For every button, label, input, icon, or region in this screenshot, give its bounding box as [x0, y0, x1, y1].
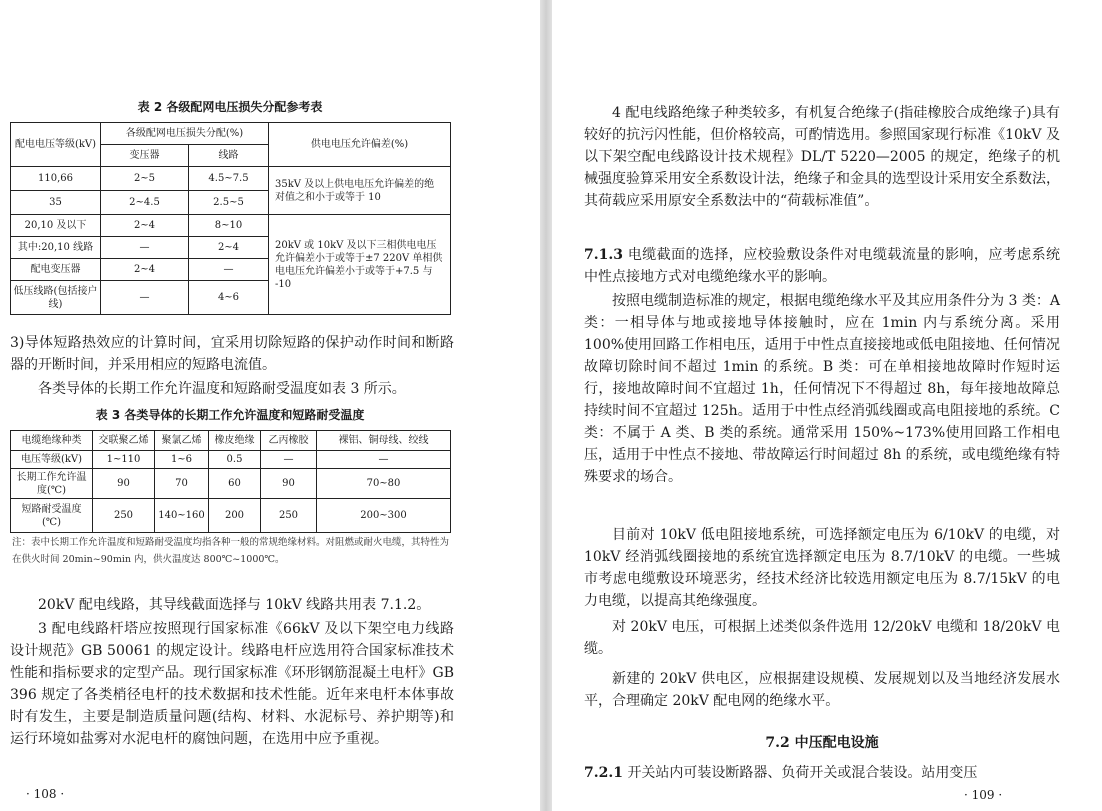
table-cell: 250 — [261, 499, 317, 533]
table-cell: 0.5 — [209, 451, 261, 469]
table-cell: 4.5~7.5 — [189, 167, 269, 191]
table-cell: 200~300 — [317, 499, 451, 533]
section-heading-7-2: 7.2 中压配电设施 — [765, 735, 879, 751]
table-cell: — — [101, 281, 189, 315]
deviation-note: 20kV 或 10kV 及以下三相供电电压允许偏差小于或等于±7 220V 单相供电电压允许偏差小于或等于+7.5 与 -10 — [269, 215, 451, 315]
table-cell: 70 — [155, 469, 209, 499]
table-cell: — — [189, 259, 269, 281]
page-number-right: · 109 · — [964, 788, 1003, 802]
table3-note: 注：表中长期工作允许温度和短路耐受温度均指各种一般的常规绝缘材料。对阻燃或耐火电缆，其特性为在供火时间 20min~90min 内，供火温度达 800℃~1000℃。 — [12, 537, 450, 565]
table-cell: 1~6 — [155, 451, 209, 469]
deviation-note: 35kV 及以上供电电压允许偏差的绝对值之和小于或等于 10 — [269, 167, 451, 215]
table-header: 交联聚乙烯 — [93, 431, 155, 451]
header-transformer: 变压器 — [101, 145, 189, 167]
row-label: 长期工作允许温度(℃) — [11, 469, 93, 499]
table-cell: 250 — [93, 499, 155, 533]
table-cell: — — [317, 451, 451, 469]
header-loss-group: 各级配网电压损失分配(%) — [101, 123, 269, 145]
table-cell: 200 — [209, 499, 261, 533]
paragraph-short-circuit: 3)导体短路热效应的计算时间，宜采用切除短路的保护动作时间和断路器的开断时间，并采用相应的短路电流值。 — [10, 335, 454, 373]
paragraph-4: 4 配电线路绝缘子种类较多，有机复合绝缘子(指硅橡胶合成绝缘子)具有较好的抗污闪性能，但价格较高，可酌情选用。参照国家现行标准《10kV 及以下架空配电线路设计技术规程》DL/T 5220—2005 的规定，绝缘子的机械强度验算采用安全系数设计法，绝缘子和金具的选型设计采用安全系数法，其荷载应采用原安全系数法中的“荷载标准值”。 — [584, 105, 1060, 209]
table-cell: 2.5~5 — [189, 191, 269, 215]
table-cell: 配电变压器 — [11, 259, 101, 281]
row-label: 电压等级(kV) — [11, 451, 93, 469]
page-number-left: · 108 · — [26, 787, 65, 801]
table3-title: 表 3 各类导体的长期工作允许温度和短路耐受温度 — [95, 408, 365, 422]
table-header: 裸铝、铜母线、绞线 — [317, 431, 451, 451]
section-text: 电缆截面的选择，应校验敷设条件对电缆载流量的影响，应考虑系统中性点接地方式对电缆绝缘水平的影响。 — [584, 247, 1061, 285]
table-cell: 4~6 — [189, 281, 269, 315]
table-header: 电缆绝缘种类 — [11, 431, 93, 451]
table-header: 聚氯乙烯 — [155, 431, 209, 451]
paragraph-new-area: 新建的 20kV 供电区，应根据建设规模、发展规划以及当地经济发展水平，合理确定 20kV 配电网的绝缘水平。 — [584, 671, 1060, 709]
table-cell: 35 — [11, 191, 101, 215]
table-cell: 其中:20,10 线路 — [11, 237, 101, 259]
table-cell: 2~4.5 — [101, 191, 189, 215]
paragraph-3: 3 配电线路杆塔应按照现行国家标准《66kV 及以下架空电力线路设计规范》GB 50061 的规定设计。线路电杆应选用符合国家标准技术性能和指标要求的定型产品。现行国家标准《环形钢筋混凝土电杆》GB 396 规定了各类梢径电杆的技术数据和技术性能。近年来电杆本体事故时有发生，主要是制造质量问题(结构、材料、水泥标号、养护期等)和运行环境如盐雾对水泥电杆的腐蚀问题，在选用中应予重视。 — [10, 621, 454, 747]
table-cell: 2~5 — [101, 167, 189, 191]
table-cell: 1~110 — [93, 451, 155, 469]
table-header: 乙丙橡胶 — [261, 431, 317, 451]
table-cell: 110,66 — [11, 167, 101, 191]
paragraph-20kv: 20kV 配电线路，其导线截面选择与 10kV 线路共用表 7.1.2。 — [38, 597, 431, 613]
section-7-2-1 — [584, 762, 1060, 784]
paragraph-current-practice: 目前对 10kV 低电阻接地系统，可选择额定电压为 6/10kV 的电缆，对 10kV 经消弧线圈接地的系统宜选择额定电压为 8.7/10kV 的电缆。一些城市考虑电缆敷设环境恶劣，经技术经济比较选用额定电压为 8.7/15kV 的电力电缆，以提高其绝缘强度。 — [584, 527, 1060, 609]
table-header: 橡皮绝缘 — [209, 431, 261, 451]
section-7-1-3 — [584, 244, 1060, 288]
table-cell: 2~4 — [189, 237, 269, 259]
table-cell: — — [261, 451, 317, 469]
row-label: 短路耐受温度(℃) — [11, 499, 93, 533]
voltage-loss-table — [10, 122, 451, 315]
table-cell: 140~160 — [155, 499, 209, 533]
header-voltage-level: 配电电压等级(kV) — [11, 123, 101, 167]
paragraph-20kv-voltage: 对 20kV 电压，可根据上述类似条件选用 12/20kV 电缆和 18/20kV 电缆。 — [584, 619, 1060, 657]
paragraph-temperatures: 各类导体的长期工作允许温度和短路耐受温度如表 3 所示。 — [38, 381, 406, 397]
section-number: 7.1.3 — [584, 247, 623, 263]
book-gutter — [540, 0, 552, 811]
table-cell: 70~80 — [317, 469, 451, 499]
table-cell: 低压线路(包括接户线) — [11, 281, 101, 315]
table-cell: 8~10 — [189, 215, 269, 237]
table-cell: 90 — [93, 469, 155, 499]
left-page — [0, 0, 540, 811]
table2-title: 表 2 各级配网电压损失分配参考表 — [137, 100, 323, 114]
table-cell: — — [101, 237, 189, 259]
table-cell: 2~4 — [101, 259, 189, 281]
table-cell: 90 — [261, 469, 317, 499]
table-cell: 60 — [209, 469, 261, 499]
right-page — [552, 0, 1102, 811]
paragraph-classes: 按照电缆制造标准的规定，根据电缆绝缘水平及其应用条件分为 3 类：A 类：一相导体与地或接地导体接触时，应在 1min 内与系统分离。采用 100%使用回路工作相电压，适用于中性点直接接地或低电阻接地、任何情况故障切除时间不超过 1min 的系统。B 类：可在单相接地故障时作短时运行，接地故障时间不宜超过 1h，任何情况下不得超过 8h，每年接地故障总持续时间不宜超过 125h。适用于中性点经消弧线圈或高电阻接地的系统。C 类：不属于 A 类、B 类的系统。通常采用 150%~173%使用回路工作相电压，适用于中性点不接地、带故障运行时间超过 8h 的系统，或电缆绝缘有特殊要求的场合。 — [584, 293, 1060, 485]
table-cell: 2~4 — [101, 215, 189, 237]
header-deviation: 供电电压允许偏差(%) — [269, 123, 451, 167]
table-cell: 20,10 及以下 — [11, 215, 101, 237]
header-line: 线路 — [189, 145, 269, 167]
section-number: 7.2.1 — [584, 765, 623, 781]
section-text: 开关站内可装设断路器、负荷开关或混合装设。站用变压 — [627, 765, 978, 781]
conductor-temperature-table — [10, 430, 451, 533]
